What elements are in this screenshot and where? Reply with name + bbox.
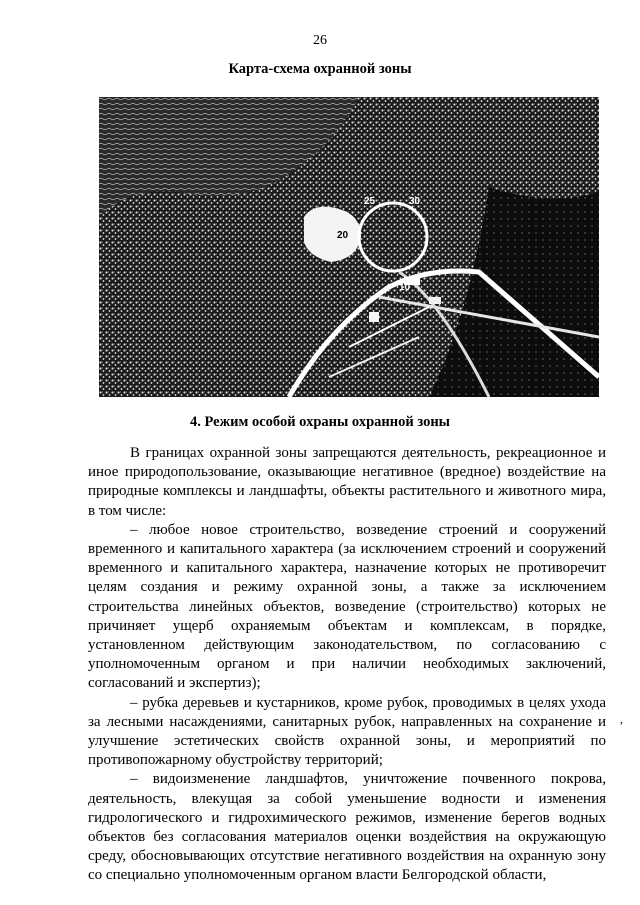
margin-mark: ,	[620, 712, 623, 726]
map-label: 25	[364, 196, 376, 207]
aerial-photo	[99, 97, 599, 397]
map-label: 10	[399, 282, 411, 293]
paragraph: – рубка деревьев и кустарников, кроме рубок, проводимых в целях ухода за лесными насаждениями, санитарных рубок, направленных на сохранение и улучшение эстетических свойств охранной зоны, и мероприятий по противопожарному обустройству территорий;	[88, 694, 606, 769]
section-title: 4. Режим особой охраны охранной зоны	[189, 414, 450, 430]
paragraph: В границах охранной зоны запрещаются деятельность, рекреационное и иное природопользование, оказывающие негативное (вредное) воздействие на природные комплексы и ландшафты, объекты растительного и животного мира, в том числе:	[88, 445, 606, 519]
page-number: 26	[313, 33, 327, 48]
paragraph: – видоизменение ландшафтов, уничтожение почвенного покрова, деятельность, влекущая за собой уменьшение водности и изменения гидрологического и гидрохимического режимов, изменение берегов водных объектов без согласования материалов оценки воздействия на окружающую среду, обосновывающих отсутствие негативного воздействия на охранную зону со специально уполномоченным органом власти Белгородской области,	[88, 771, 606, 884]
map-label: 30	[409, 196, 421, 207]
paragraph: – любое новое строительство, возведение строений и сооружений временного и капитального характера (за исключением строений и сооружений временного и капитального характера, назначение которых не противоречит целям создания и режиму охранной зоны, а также за исключением строительства линейных объектов, возведение (строительство) которых не причиняет ущерб охраняемым объектам и комплексам, в порядке, установленном действующим законодательством, по согласованию с уполномоченным органом и при наличии необходимых заключений, согласований и экспертиз);	[88, 521, 606, 692]
body-text	[88, 444, 606, 886]
protected-zone-map	[99, 97, 599, 397]
map-label: 20	[337, 230, 349, 241]
map-title: Карта-схема охранной зоны	[228, 61, 412, 77]
